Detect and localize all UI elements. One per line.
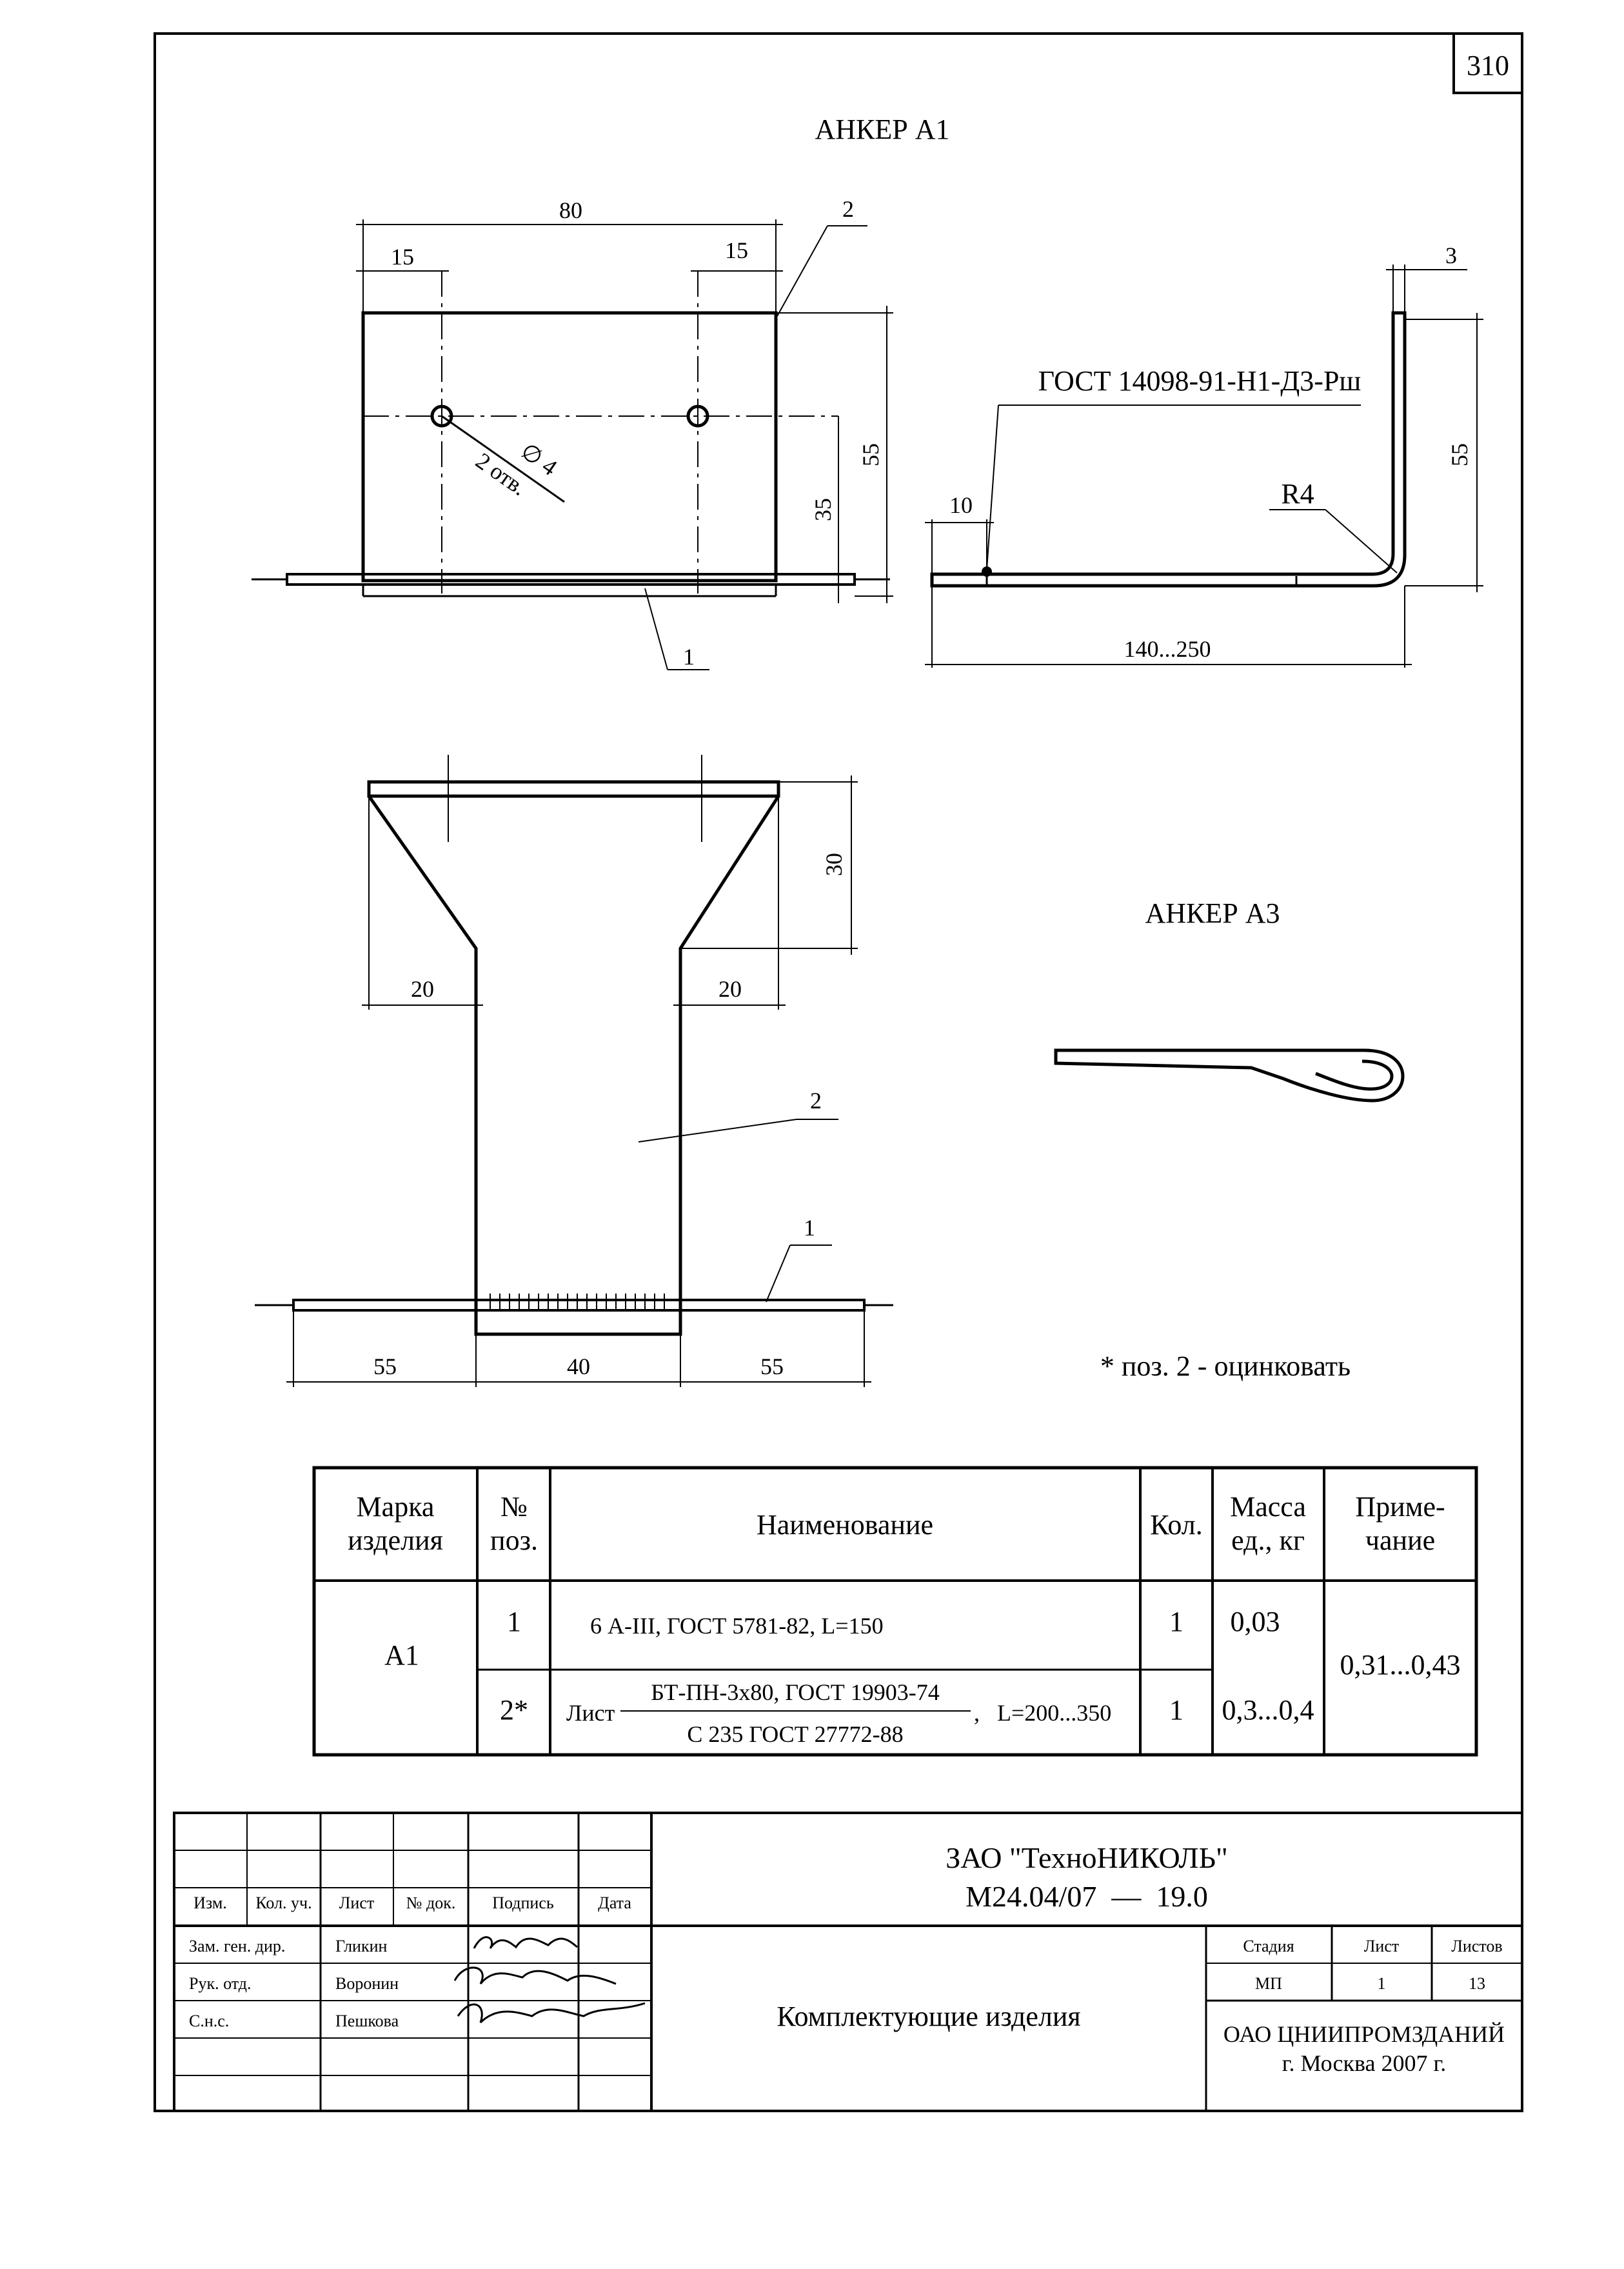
tb-role-3: С.н.с. — [189, 2012, 230, 2030]
front-dim-height: 55 — [858, 443, 884, 466]
th-note-l1: Приме- — [1355, 1491, 1445, 1523]
side-dim-height: 55 — [1447, 443, 1472, 466]
th-pos-l1: № — [500, 1491, 528, 1523]
tb-code: М24.04/07 — 19.0 — [965, 1880, 1208, 1913]
plan-view — [255, 755, 893, 1387]
side-dim-length: 140...250 — [1124, 636, 1211, 662]
th-qty: Кол. — [1150, 1509, 1203, 1541]
hole-note-diameter: ∅ 4 — [516, 437, 562, 481]
cell-mark: А1 — [384, 1639, 419, 1671]
plan-dim-flare-height: 30 — [821, 853, 847, 876]
front-dim-right: 15 — [725, 237, 748, 263]
anchor-a1-title: АНКЕР А1 — [815, 114, 950, 145]
hole-note-count: 2 отв. — [471, 447, 532, 501]
front-callout-plate: 2 — [842, 196, 854, 222]
tb-name-1: Гликин — [335, 1937, 388, 1955]
plan-dim-flare-left: 20 — [411, 976, 434, 1002]
front-view — [252, 219, 893, 670]
front-dim-hole-height: 35 — [810, 498, 836, 521]
anchor-a3-title: АНКЕР А3 — [1145, 897, 1280, 929]
cell-pos-2: 2* — [500, 1694, 528, 1726]
plan-dim-right: 55 — [760, 1354, 784, 1379]
cell-mass-1: 0,03 — [1230, 1606, 1280, 1637]
plan-callout-plate: 2 — [810, 1088, 822, 1114]
cell-name-2-denominator: С 235 ГОСТ 27772-88 — [687, 1721, 904, 1747]
tb-col-list: Лист — [339, 1894, 375, 1912]
th-pos-l2: поз. — [490, 1524, 538, 1556]
th-name: Наименование — [756, 1509, 934, 1541]
tb-col-doc: № док. — [406, 1894, 456, 1912]
side-dim-thickness: 3 — [1445, 243, 1457, 268]
plan-dim-center: 40 — [567, 1354, 590, 1379]
tb-org-name: ОАО ЦНИИПРОМЗДАНИЙ — [1223, 2021, 1505, 2047]
cell-name-1: 6 А-III, ГОСТ 5781-82, L=150 — [590, 1613, 884, 1639]
th-mark-l1: Марка — [356, 1491, 435, 1523]
side-dim-radius: R4 — [1281, 478, 1314, 510]
tb-sheet-value: 1 — [1377, 1974, 1386, 1993]
tb-col-izm: Изм. — [193, 1894, 227, 1912]
plan-dim-left: 55 — [373, 1354, 397, 1379]
plan-callout-rod: 1 — [804, 1215, 815, 1241]
th-mass-l2: ед., кг — [1231, 1524, 1305, 1556]
sheet-frame — [155, 34, 1522, 2111]
front-dim-left: 15 — [391, 244, 414, 270]
tb-name-3: Пешкова — [335, 2012, 399, 2030]
side-standard-label: ГОСТ 14098-91-Н1-Д3-Рш — [1038, 365, 1362, 397]
tb-sheet-title: Комплектующие изделия — [777, 2001, 1081, 2032]
cell-pos-1: 1 — [507, 1606, 521, 1637]
tb-col-date: Дата — [598, 1894, 631, 1912]
signatures — [455, 1937, 645, 2023]
side-view — [925, 265, 1483, 668]
tb-company: ЗАО "ТехноНИКОЛЬ" — [946, 1841, 1228, 1874]
tb-role-2: Рук. отд. — [189, 1974, 252, 1993]
front-callout-rod: 1 — [683, 644, 695, 670]
th-note-l2: чание — [1365, 1524, 1436, 1556]
anchor-a3-drawing — [1056, 1050, 1403, 1101]
tb-name-2: Воронин — [335, 1974, 399, 1993]
th-mark-l2: изделия — [348, 1524, 443, 1556]
tb-sheet-label: Лист — [1363, 1937, 1400, 1955]
cell-name-2-numerator: БТ-ПН-3х80, ГОСТ 19903-74 — [651, 1679, 940, 1705]
tb-sheets-value: 13 — [1469, 1974, 1485, 1993]
tb-org-city: г. Москва 2007 г. — [1282, 2050, 1447, 2076]
tb-col-kol-uch: Кол. уч. — [255, 1894, 312, 1912]
tb-stage-value: МП — [1255, 1974, 1282, 1993]
tb-stage-label: Стадия — [1243, 1937, 1294, 1955]
tb-role-1: Зам. ген. дир. — [189, 1937, 286, 1955]
cell-total-note: 0,31...0,43 — [1340, 1649, 1461, 1681]
sheet-number: 310 — [1467, 50, 1509, 81]
front-dim-width: 80 — [559, 197, 582, 223]
galvanize-note: * поз. 2 - оцинковать — [1100, 1350, 1351, 1382]
tb-col-signature: Подпись — [492, 1894, 554, 1912]
cell-qty-2: 1 — [1169, 1694, 1183, 1726]
tb-sheets-label: Листов — [1451, 1937, 1503, 1955]
cell-name-2-prefix: Лист — [566, 1700, 615, 1726]
th-mass-l1: Масса — [1230, 1491, 1306, 1523]
cell-mass-2: 0,3...0,4 — [1222, 1694, 1314, 1726]
side-dim-weld: 10 — [949, 492, 973, 518]
plan-dim-flare-right: 20 — [718, 976, 742, 1002]
cell-name-2-suffix: , L=200...350 — [974, 1700, 1112, 1726]
cell-qty-1: 1 — [1169, 1606, 1183, 1637]
